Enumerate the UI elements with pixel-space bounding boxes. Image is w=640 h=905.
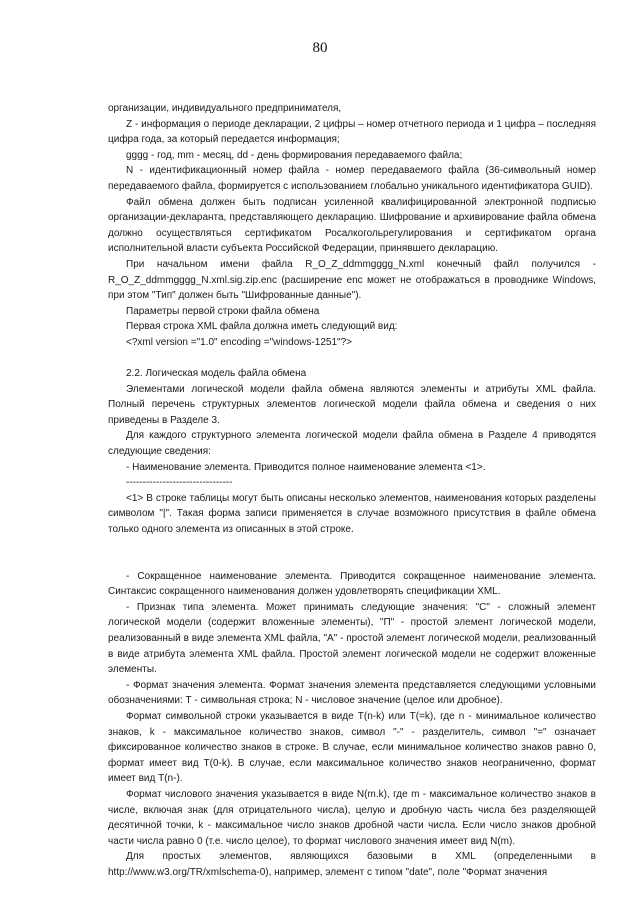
footnote: <1> В строке таблицы могут быть описаны несколько элементов, наименования которых разделены символом "|". Такая форма записи применяется в случае возможного присутствия в файле обмена только одного элемента из описанных в этой строке. [108, 492, 596, 536]
paragraph: - Формат значения элемента. Формат значения элемента представляется следующими условными обозначениями: Т - символьная строка; N - числовое значение (целое или дробное). [108, 679, 596, 707]
page-number: 80 [312, 40, 328, 56]
paragraph: - Сокращенное наименование элемента. Приводится сокращенное наименование элемента. Синтаксис сокращенного наименования должен удовлетворять спецификации XML. [108, 570, 596, 598]
paragraph: Z - информация о периоде декларации, 2 цифры – номер отчетного периода и 1 цифра – последняя цифра года, за который передается информация; [108, 118, 596, 146]
section-heading: 2.2. Логическая модель файла обмена [126, 368, 307, 380]
paragraph: Для каждого структурного элемента логической модели файла обмена в Разделе 4 приводятся следующие сведения: [108, 430, 596, 458]
paragraph: Формат символьной строки указывается в виде Т(n-k) или Т(=k), где n - минимальное количество знаков, k - максимальное количество знаков, символ "-" - разделитель, символ "=" означает фиксированное количество знаков в строке. В случае, если минимальное количество знаков равно 0, формат имеет вид Т(0-k). В случае, если максимальное количество знаков неограниченно, формат имеет вид Т(n-). [108, 710, 596, 785]
paragraph: организации, индивидуального предпринимателя, [108, 103, 342, 114]
paragraph: Первая строка XML файла должна иметь следующий вид: [126, 321, 398, 333]
paragraph: - Наименование элемента. Приводится полное наименование элемента <1>. [126, 461, 486, 473]
paragraph: - Признак типа элемента. Может принимать следующие значения: "С" - сложный элемент логической модели (содержит вложенные элементы), "П" - простой элемент логической модели, реализованный в виде элемента XML файла, "А" - простой элемент логической модели, реализованный в виде атрибута элемента XML файла. Простой элемент логической модели не содержит вложенные элементы. [108, 601, 596, 676]
paragraph: Параметры первой строки файла обмена [126, 305, 320, 317]
footnote-separator: -------------------------------- [126, 477, 233, 489]
paragraph: N - идентификационный номер файла - номер передаваемого файла (36-символьный номер передаваемого файла, формируется с использованием глобально уникального идентификатора GUID). [108, 165, 596, 192]
paragraph: Формат числового значения указывается в виде N(m.k), где m - максимальное количество знаков в числе, включая знак (для отрицательного числа), целую и дробную часть числа без разделяющей десятичной точки, k - максимальное число знаков дробной части числа. Если число знаков дробной части числа равно 0 (т.е. число целое), то формат числового значения имеет вид N(m). [108, 788, 596, 847]
paragraph: Элементами логической модели файла обмена являются элементы и атрибуты XML файла. Полный перечень структурных элементов логической модели файла обмена и сведения о них приведены в Разделе 3. [108, 383, 596, 426]
paragraph: При начальном имени файла R_O_Z_ddmmgggg_N.xml конечный файл получился - R_O_Z_ddmmgggg_N.xml.sig.zip.enc (расширение enc может не отображаться в проводнике Windows, при этом "Тип" должен быть "Шифрованные данные"). [108, 258, 596, 302]
paragraph: gggg - год, mm - месяц, dd - день формирования передаваемого файла; [126, 149, 463, 161]
xml-declaration: <?xml version ="1.0" encoding ="windows-1251"?> [126, 336, 353, 348]
document-body [108, 101, 596, 881]
paragraph: Для простых элементов, являющихся базовыми в XML (определенными в http://www.w3.org/TR/xmlschema-0), например, элемент с типом "date", поле "Формат значения [108, 851, 596, 878]
paragraph: Файл обмена должен быть подписан усиленной квалифицированной электронной подписью организации-декларанта, представляющего декларацию. Шифрование и архивирование файла обмена должно осуществляться сертификатом Росалкогольрегулирования и сертификатом органа исполнительной власти субъекта Российской Федерации, принявшего декларацию. [108, 196, 596, 255]
